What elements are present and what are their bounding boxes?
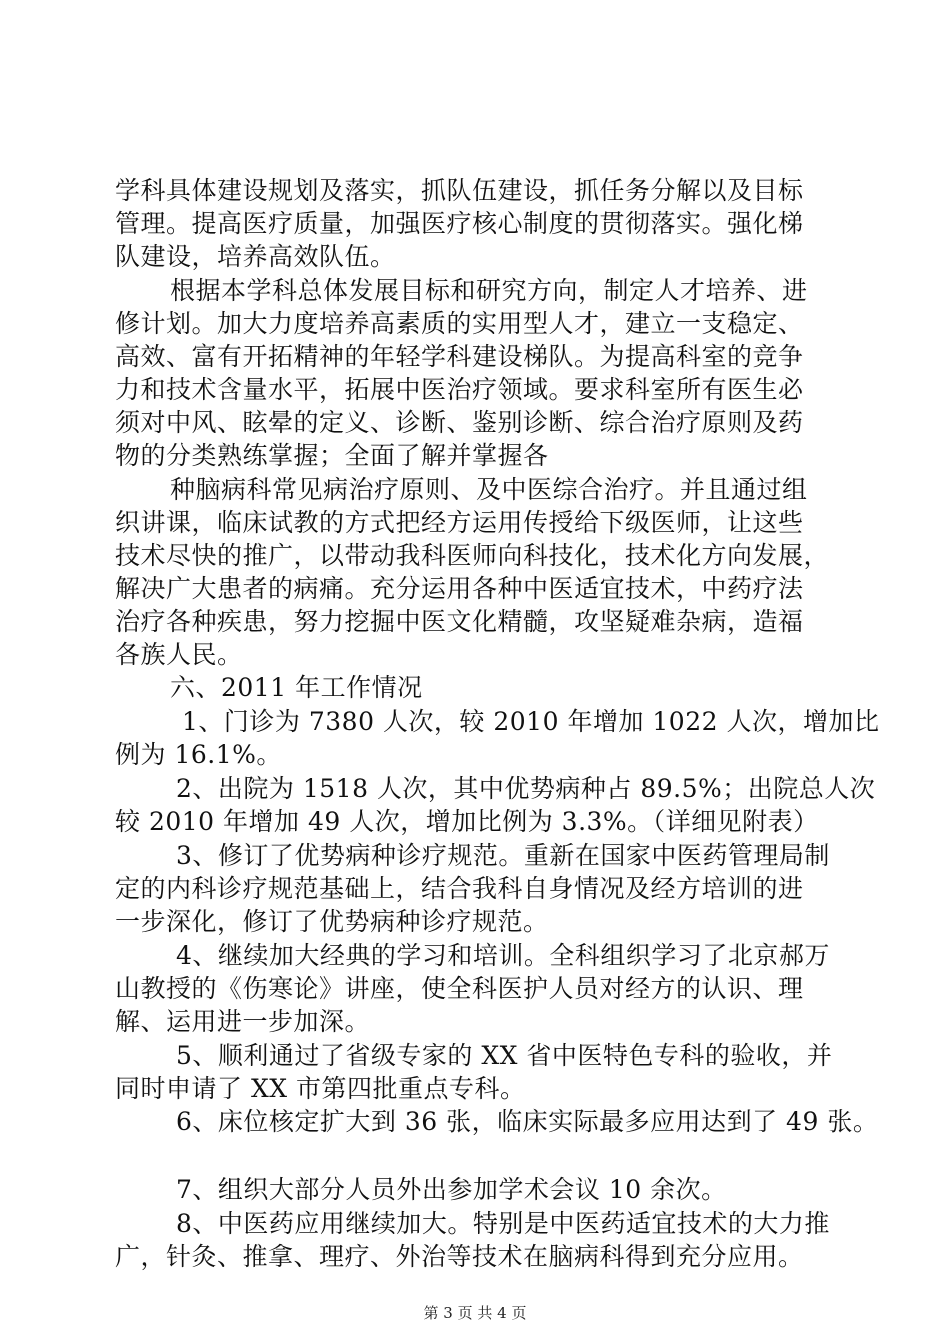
text-line: 2、出院为 1518 人次，其中优势病种占 89.5%；出院总人次 — [176, 774, 876, 803]
text-line: 队建设，培养高效队伍。 — [115, 242, 396, 271]
text-line: 学科具体建设规划及落实，抓队伍建设，抓任务分解以及目标 — [115, 176, 804, 205]
text-line: 治疗各种疾患，努力挖掘中医文化精髓，攻坚疑难杂病，造福 — [115, 607, 804, 636]
text-line: 7、组织大部分人员外出参加学术会议 10 余次。 — [176, 1175, 727, 1204]
page-number-footer: 第 3 页 共 4 页 — [423, 1304, 527, 1322]
text-line: 山教授的《伤寒论》讲座，使全科医护人员对经方的认识、理 — [115, 974, 804, 1003]
text-line: 同时申请了 XX 市第四批重点专科。 — [115, 1074, 526, 1103]
text-line: 4、继续加大经典的学习和培训。全科组织学习了北京郝万 — [176, 941, 830, 970]
section-heading: 六、2011 年工作情况 — [170, 673, 423, 702]
text-line: 较 2010 年增加 49 人次，增加比例为 3.3%。（详细见附表） — [115, 807, 819, 836]
text-line: 根据本学科总体发展目标和研究方向，制定人才培养、进 — [170, 276, 808, 305]
text-line: 3、修订了优势病种诊疗规范。重新在国家中医药管理局制 — [176, 841, 830, 870]
text-line: 织讲课，临床试教的方式把经方运用传授给下级医师，让这些 — [115, 508, 804, 537]
text-line: 技术尽快的推广，以带动我科医师向科技化，技术化方向发展， — [115, 541, 830, 570]
text-line: 须对中风、眩晕的定义、诊断、鉴别诊断、综合治疗原则及药 — [115, 408, 804, 437]
text-line: 8、中医药应用继续加大。特别是中医药适宜技术的大力推 — [176, 1209, 830, 1238]
text-line: 各族人民。 — [115, 640, 243, 669]
text-line: 力和技术含量水平，拓展中医治疗领域。要求科室所有医生必 — [115, 375, 804, 404]
text-line: 一步深化，修订了优势病种诊疗规范。 — [115, 907, 549, 936]
text-line: 种脑病科常见病治疗原则、及中医综合治疗。并且通过组 — [170, 475, 808, 504]
text-line: 定的内科诊疗规范基础上，结合我科自身情况及经方培训的进 — [115, 874, 804, 903]
text-line: 解决广大患者的病痛。充分运用各种中医适宜技术，中药疗法 — [115, 574, 804, 603]
text-line: 高效、富有开拓精神的年轻学科建设梯队。为提高科室的竞争 — [115, 342, 804, 371]
text-line: 修计划。加大力度培养高素质的实用型人才，建立一支稳定、 — [115, 309, 804, 338]
text-line: 6、床位核定扩大到 36 张，临床实际最多应用达到了 49 张。 — [176, 1107, 879, 1136]
text-line: 例为 16.1%。 — [115, 740, 282, 769]
text-line: 物的分类熟练掌握；全面了解并掌握各 — [115, 441, 549, 470]
text-line: 解、运用进一步加深。 — [115, 1007, 371, 1036]
text-line: 管理。提高医疗质量，加强医疗核心制度的贯彻落实。强化梯 — [115, 209, 804, 238]
text-line: 1、门诊为 7380 人次，较 2010 年增加 1022 人次，增加比 — [182, 707, 880, 736]
text-line: 5、顺利通过了省级专家的 XX 省中医特色专科的验收，并 — [176, 1041, 833, 1070]
text-line: 广，针灸、推拿、理疗、外治等技术在脑病科得到充分应用。 — [115, 1242, 804, 1271]
